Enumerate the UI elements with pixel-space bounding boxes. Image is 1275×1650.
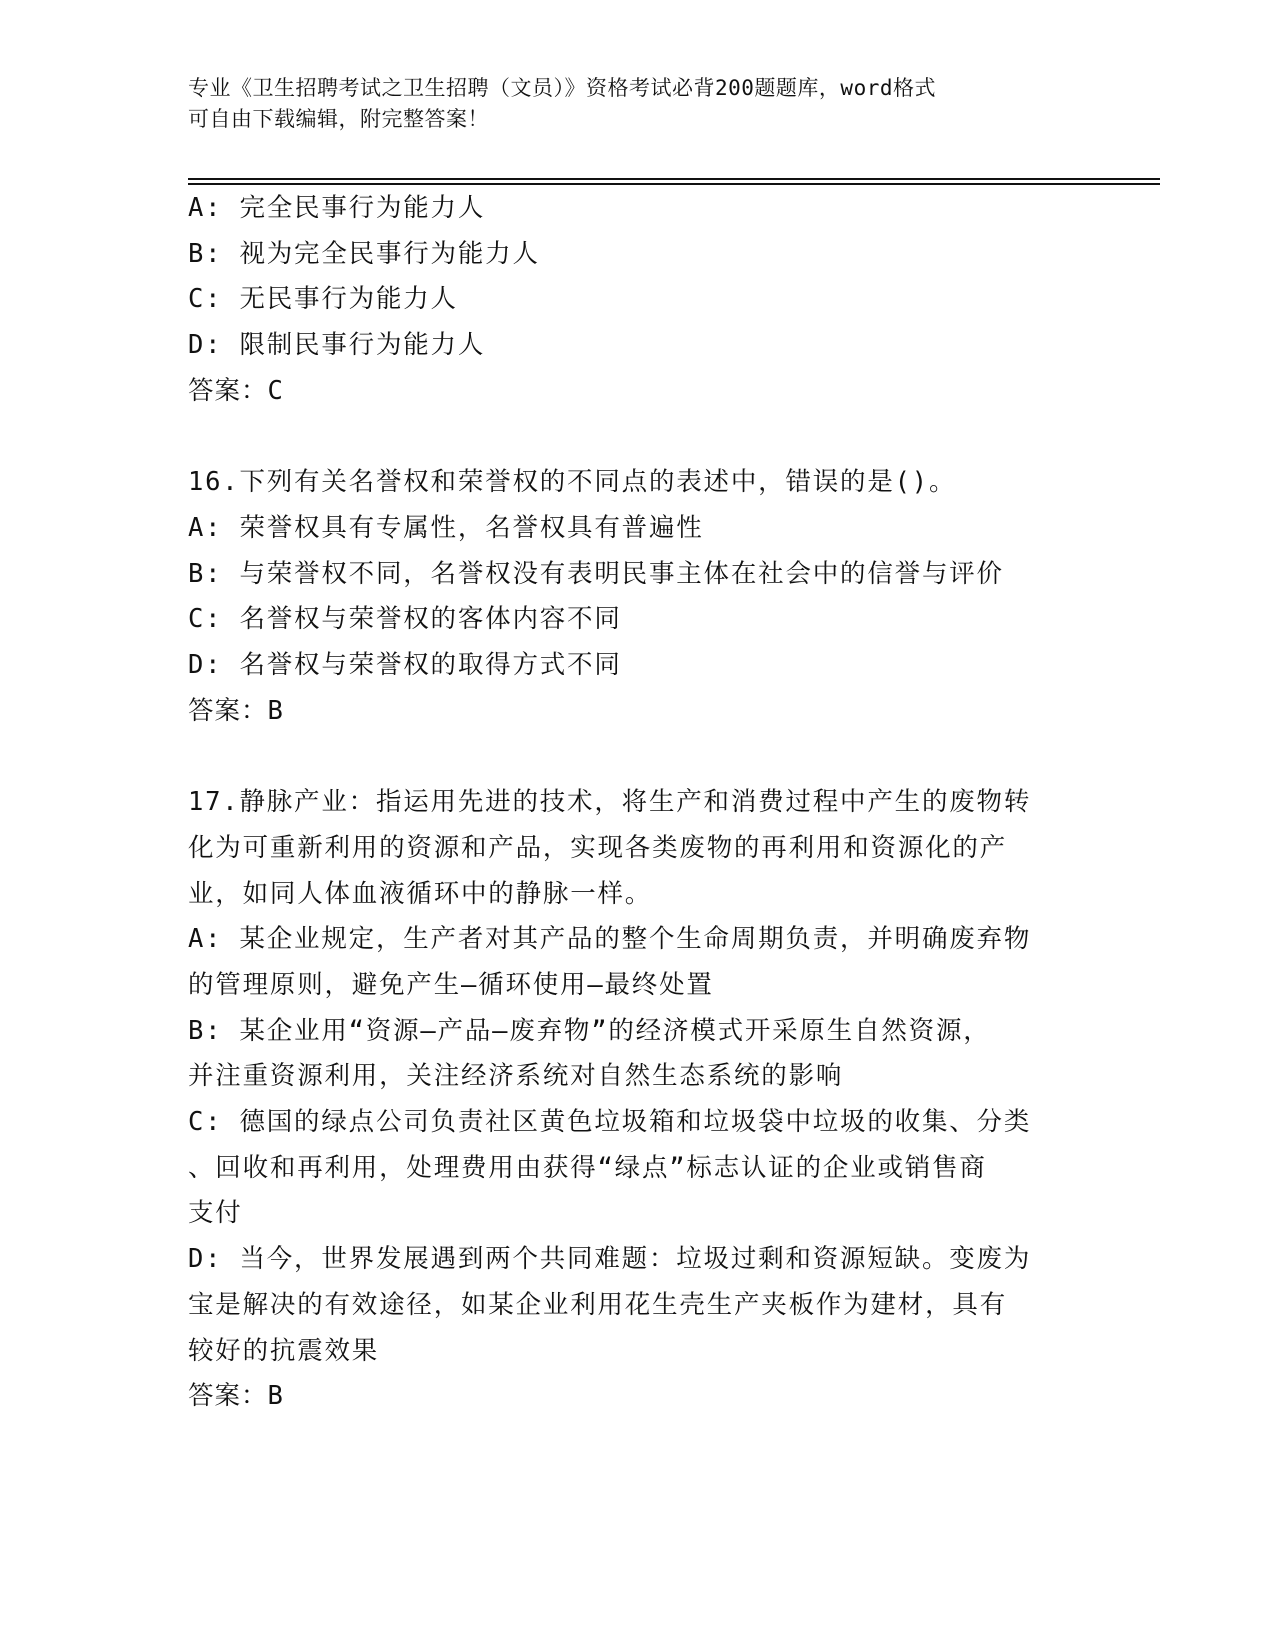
q16-option-b: B: 与荣誉权不同，名誉权没有表明民事主体在社会中的信誉与评价: [188, 558, 1004, 589]
q17-option-b-line-2: 并注重资源利用，关注经济系统对自然生态系统的影响: [188, 1061, 844, 1092]
q17-option-a-line-1: A: 某企业规定，生产者对其产品的整个生命周期负责，并明确废弃物: [188, 924, 1032, 955]
q17-option-c-line-2: 、回收和再利用，处理费用由获得“绿点”标志认证的企业或销售商: [188, 1152, 987, 1183]
document-header: [188, 73, 1068, 135]
q15-option-b: B: 视为完全民事行为能力人: [188, 238, 540, 269]
q17-stem-line-2: 化为可重新利用的资源和产品，实现各类废物的再利用和资源化的产: [188, 832, 1008, 863]
q15-answer: 答案：C: [188, 375, 284, 406]
q16-option-a: A: 荣誉权具有专属性，名誉权具有普遍性: [188, 512, 704, 543]
header-line-2: 可自由下载编辑，附完整答案！: [188, 107, 489, 131]
q17-option-d-line-2: 宝是解决的有效途径，如某企业利用花生壳生产夹板作为建材，具有: [188, 1289, 1008, 1320]
q17-option-a-line-2: 的管理原则，避免产生—循环使用—最终处置: [188, 969, 714, 1000]
spacer: [188, 734, 1088, 780]
q17-option-c-line-1: C: 德国的绿点公司负责社区黄色垃圾箱和垃圾袋中垃圾的收集、分类: [188, 1107, 1032, 1138]
question-16: [188, 460, 1088, 734]
q15-option-d: D: 限制民事行为能力人: [188, 330, 486, 361]
q17-answer: 答案：B: [188, 1381, 284, 1412]
header-line-1: 专业《卫生招聘考试之卫生招聘（文员）》资格考试必背200题题库，word格式: [188, 76, 936, 100]
q16-option-c: C: 名誉权与荣誉权的客体内容不同: [188, 604, 622, 635]
q15-option-c: C: 无民事行为能力人: [188, 284, 458, 315]
header-rule-bottom: [188, 183, 1160, 185]
q17-option-d-line-1: D: 当今，世界发展遇到两个共同难题：垃圾过剩和资源短缺。变废为: [188, 1244, 1032, 1275]
q17-stem-line-1: 17.静脉产业：指运用先进的技术，将生产和消费过程中产生的废物转: [188, 787, 1032, 818]
q16-option-d: D: 名誉权与荣誉权的取得方式不同: [188, 650, 622, 681]
question-17: [188, 780, 1088, 1420]
header-rule-top: [188, 178, 1160, 180]
q17-option-c-line-3: 支付: [188, 1198, 243, 1229]
q17-option-b-line-1: B: 某企业用“资源—产品—废弃物”的经济模式开采原生自然资源，: [188, 1015, 991, 1046]
q16-answer: 答案：B: [188, 695, 284, 726]
q17-option-d-line-3: 较好的抗震效果: [188, 1335, 380, 1366]
q17-stem-line-3: 业，如同人体血液循环中的静脉一样。: [188, 878, 653, 909]
question-15-continued: [188, 186, 1088, 415]
question-content: [188, 186, 1088, 1420]
spacer: [188, 415, 1088, 461]
q16-stem: 16.下列有关名誉权和荣誉权的不同点的表述中，错误的是()。: [188, 467, 957, 498]
q15-option-a: A: 完全民事行为能力人: [188, 193, 486, 223]
